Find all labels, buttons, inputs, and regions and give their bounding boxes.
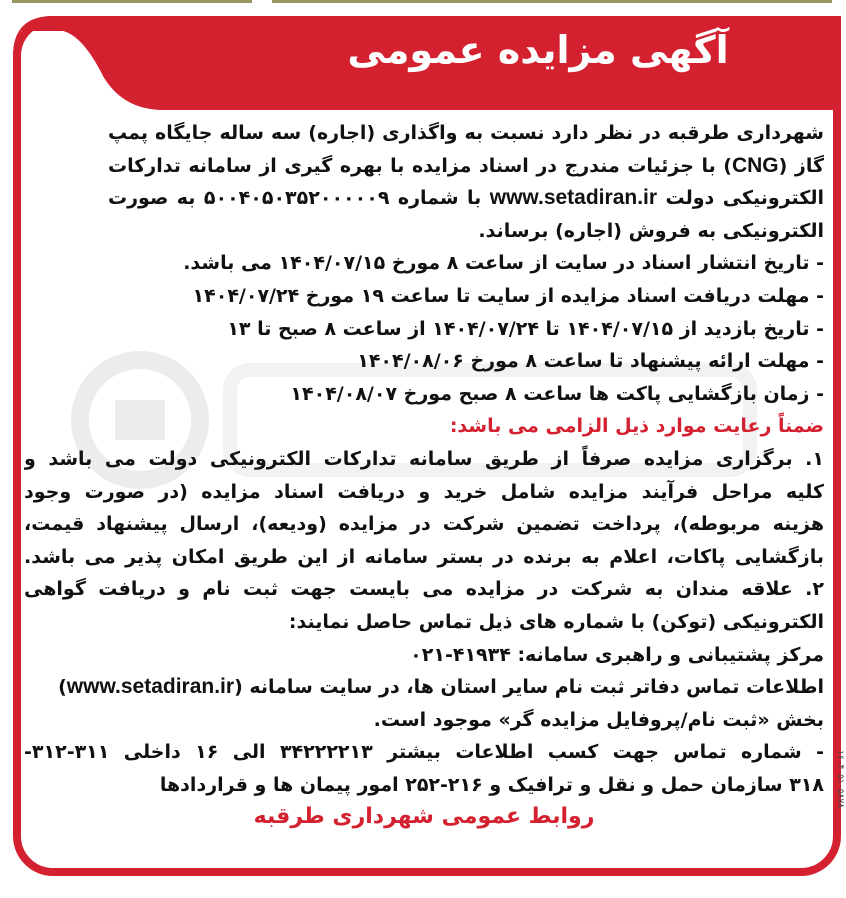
top-rule bbox=[272, 0, 832, 3]
website-link[interactable]: www.setadiran.ir bbox=[66, 675, 235, 699]
schedule-item: - تاریخ انتشار اسناد در سایت از ساعت ۸ مورخ ۱۴۰۴/۰۷/۱۵ می باشد. bbox=[183, 252, 824, 275]
side-code: ۱۶۰۴۰۵۱۰۵۸۷۸ bbox=[835, 750, 845, 809]
intro-text: الکترونیکی دولت bbox=[657, 187, 824, 210]
intro-line bbox=[24, 182, 824, 215]
contact-line: ۳۱۸ سازمان حمل و نقل و ترافیک و ۲۱۶-۲۵۲ امور پیمان ها و قراردادها bbox=[159, 773, 824, 796]
intro-text: گاز ( bbox=[778, 154, 824, 177]
contact-line: - شماره تماس جهت کسب اطلاعات بیشتر ۳۴۲۲۲۲۱۳ الی ۱۶ داخلی ۳۱۱-۳۱۲- bbox=[24, 741, 824, 764]
intro-text: با شماره ۵۰۰۴۰۵۰۳۵۲۰۰۰۰۰۹ به صورت bbox=[108, 187, 490, 210]
website-link[interactable]: www.setadiran.ir bbox=[489, 186, 658, 210]
item1-line: بازگشایی پاکات، اعلام به برنده در بستر سامانه از این طریق امکان پذیر می باشد. bbox=[24, 545, 824, 568]
top-rule bbox=[12, 0, 252, 3]
intro-line: الکترونیکی به فروش (اجاره) برساند. bbox=[478, 219, 824, 242]
intro-line: شهرداری طرقبه در نظر دارد نسبت به واگذاری (اجاره) سه ساله جایگاه پمپ bbox=[108, 122, 824, 144]
cng-label: CNG bbox=[731, 153, 779, 177]
notice-heading: ضمناً رعایت موارد ذیل الزامی می باشد: bbox=[449, 415, 824, 438]
item2-line: الکترونیکی (توکن) با شماره های ذیل تماس حاصل نمایند: bbox=[288, 610, 824, 633]
info-text: ) bbox=[58, 676, 67, 699]
ad-body bbox=[24, 117, 824, 834]
item1-line: هزینه مربوطه)، پرداخت تضمین شرکت در مزایده (ودیعه)، ارسال پیشنهاد قیمت، bbox=[24, 513, 824, 536]
item2-line: ۲. علاقه مندان به شرکت در مزایده می بایست جهت ثبت نام و دریافت گواهی bbox=[24, 578, 824, 601]
info-line: بخش «ثبت نام/پروفایل مزایده گر» موجود است. bbox=[373, 708, 824, 731]
schedule-item: - تاریخ بازدید از ۱۴۰۴/۰۷/۱۵ تا ۱۴۰۴/۰۷/۲۴ از ساعت ۸ صبح تا ۱۳ bbox=[227, 317, 824, 340]
footer-signature: روابط عمومی شهرداری طرقبه bbox=[253, 804, 595, 830]
support-phone: مرکز پشتیبانی و راهبری سامانه: ۴۱۹۳۴-۰۲۱ bbox=[410, 643, 824, 666]
schedule-item: - مهلت دریافت اسناد مزایده از سایت تا ساعت ۱۹ مورخ ۱۴۰۴/۰۷/۲۴ bbox=[192, 284, 824, 307]
schedule-item: - زمان بازگشایی پاکت ها ساعت ۸ صبح مورخ ۱۴۰۴/۰۸/۰۷ bbox=[290, 382, 824, 405]
page-title: آگهی مزایده عمومی bbox=[347, 28, 729, 72]
item1-line: کلیه مراحل فرآیند مزایده شامل خرید و دریافت اسناد مزایده (در صورت وجود bbox=[24, 480, 824, 503]
item1-line: ۱. برگزاری مزایده صرفاً از طریق سامانه تدارکات الکترونیکی دولت می باشد و bbox=[24, 447, 824, 470]
info-line bbox=[24, 671, 824, 704]
info-text: اطلاعات تماس دفاتر ثبت نام سایر استان ها، در سایت سامانه ( bbox=[234, 676, 824, 699]
intro-text: ) با جزئیات مندرج در اسناد مزایده با بهره گیری از سامانه تدارکات bbox=[108, 154, 732, 177]
intro-line bbox=[24, 150, 824, 183]
schedule-item: - مهلت ارائه پیشنهاد تا ساعت ۸ مورخ ۱۴۰۴/۰۸/۰۶ bbox=[357, 350, 824, 373]
